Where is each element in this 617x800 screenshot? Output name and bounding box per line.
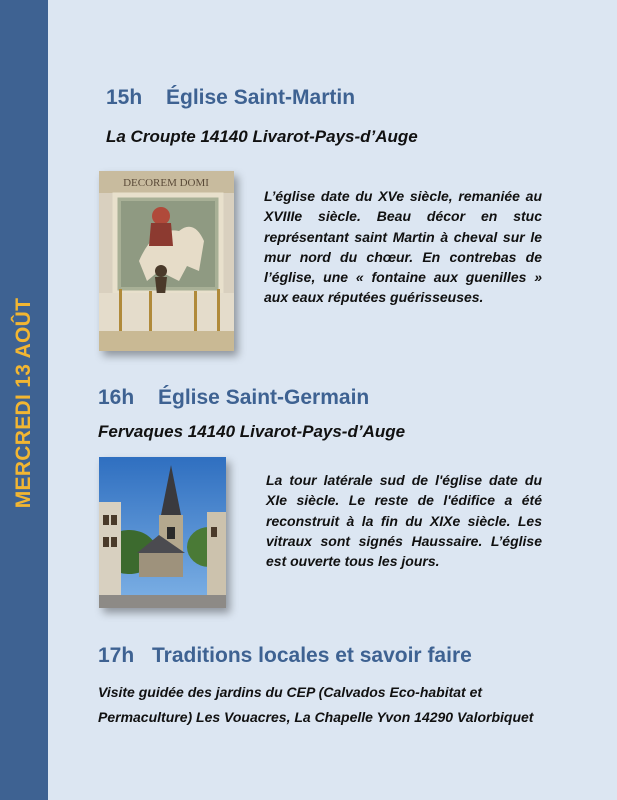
event-1-name: Église Saint-Martin [166, 86, 356, 109]
event-1-title [106, 86, 355, 110]
event-2-photo [99, 457, 226, 608]
stucco-relief-image [99, 171, 234, 351]
date-label: MERCREDI 13 AOÛT [12, 297, 35, 509]
event-3-details: Visite guidée des jardins du CEP (Calvados Eco-habitat et Permaculture) Les Vouacres, La Chapelle Yvon 14290 Valorbiquet [98, 684, 534, 725]
event-1-description: L’église date du XVe siècle, remaniée au XVIIIe siècle. Beau décor en stuc représentant saint Martin à cheval sur le mur nord du chœur. En contrebas de l’église, une « fontaine aux guenilles » aux eaux réputées guérisseuses. [264, 188, 542, 306]
event-1-address: La Croupte 14140 Livarot-Pays-d’Auge [106, 127, 418, 146]
event-1-photo [99, 171, 234, 351]
event-3-time: 17h [98, 644, 135, 667]
event-3-title [98, 644, 472, 668]
church-tower-image [99, 457, 226, 608]
event-2-time: 16h [98, 386, 135, 409]
event-2-address: Fervaques 14140 Livarot-Pays-d’Auge [98, 422, 406, 441]
inscription-text: DECOREM DOMI [123, 177, 209, 189]
event-2-name: Église Saint-Germain [158, 386, 370, 409]
event-3-name: Traditions locales et savoir faire [152, 644, 472, 667]
date-sidebar [0, 0, 48, 800]
event-2-title [98, 386, 369, 410]
event-1-time: 15h [106, 86, 143, 109]
event-2-description: La tour latérale sud de l'église date du XIe siècle. Le reste de l'édifice a été reconstruit à la fin du XIXe siècle. Les vitraux sont signés Haussaire. L’église est ouverte tous les jours. [266, 472, 542, 570]
